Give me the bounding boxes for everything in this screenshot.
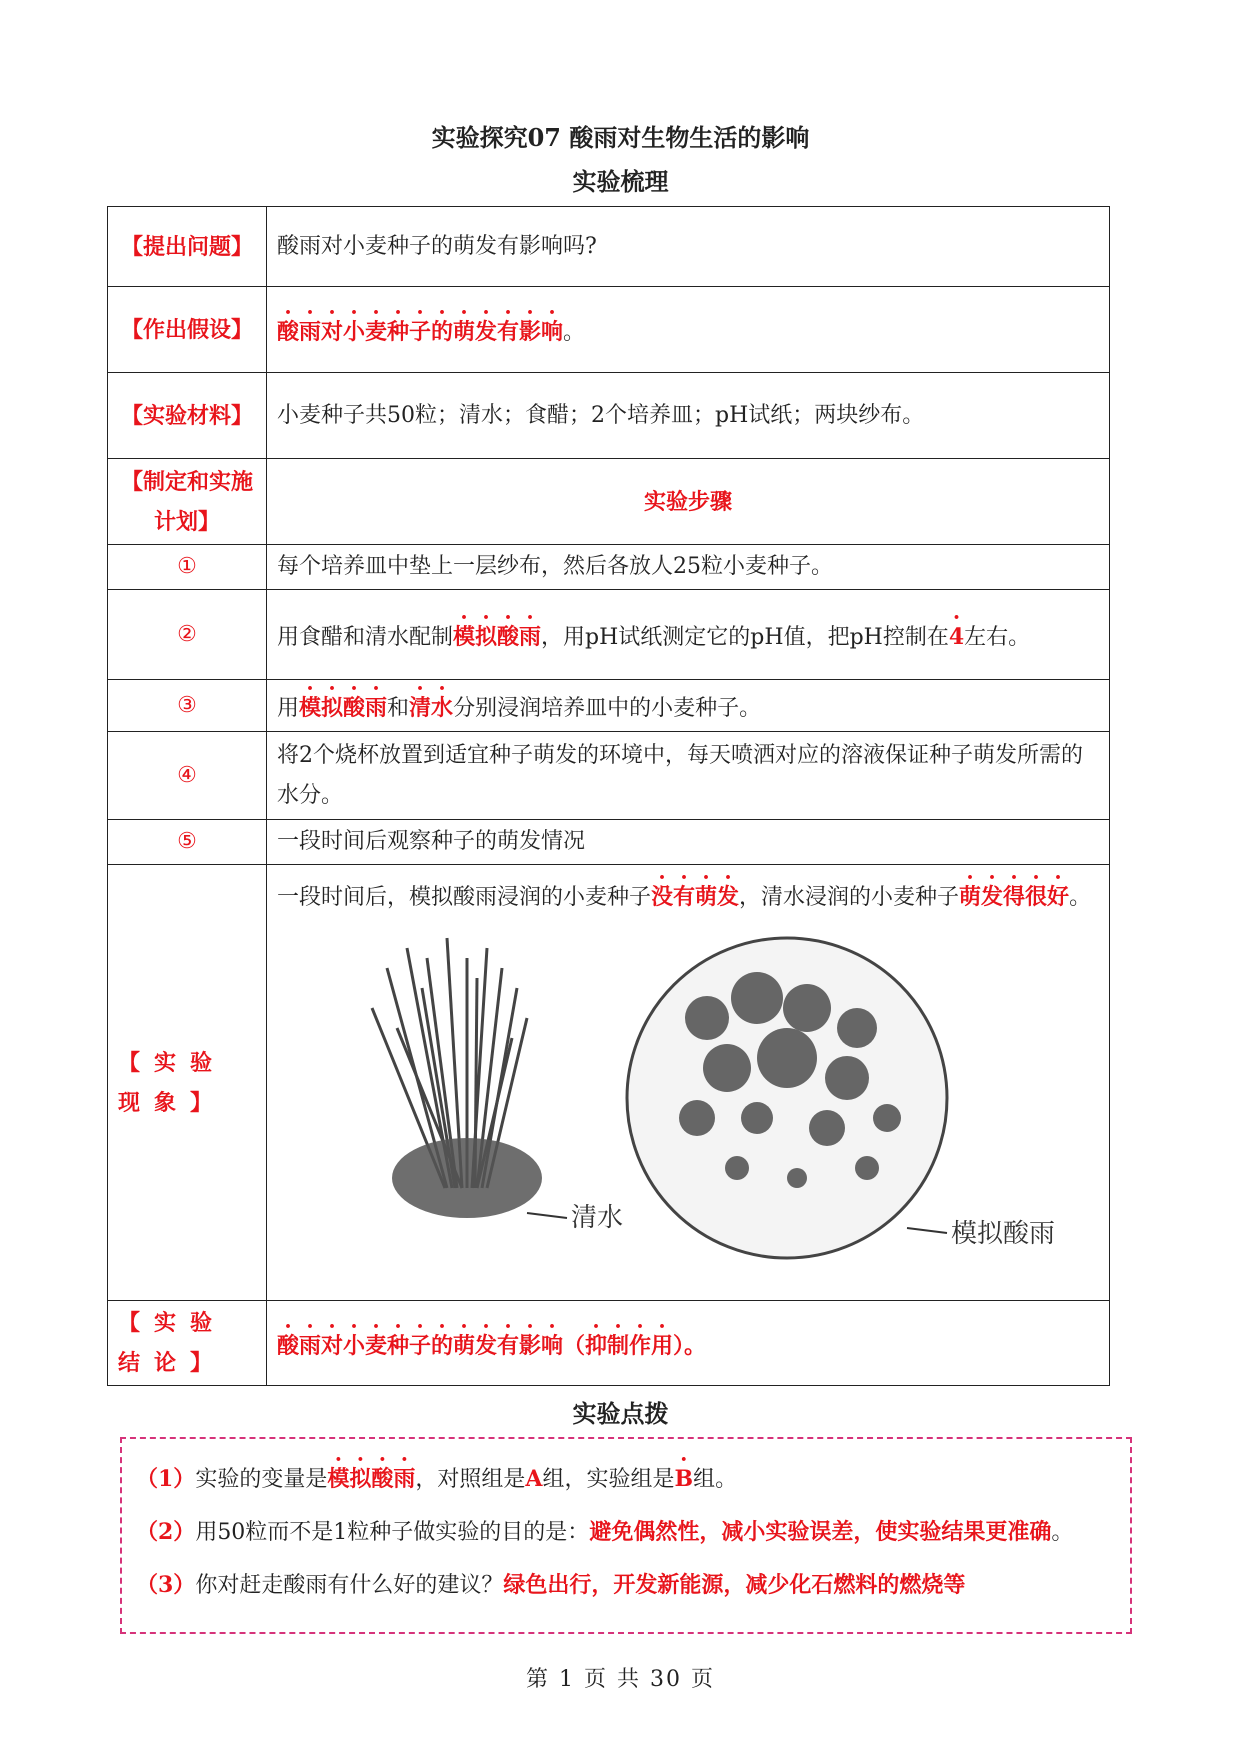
tip-3-a: 你对赶走酸雨有什么好的建议？ <box>195 1573 504 1598</box>
tip-2-a: 用50粒而不是1粒种子做实验的目的是： <box>195 1520 590 1545</box>
step-3-text <box>267 680 1110 732</box>
row-phenomenon <box>108 865 1110 1301</box>
step-4-num: ④ <box>108 732 267 820</box>
step-5-text: 一段时间后观察种子的萌发情况 <box>267 820 1110 865</box>
tip-2-num: （2） <box>136 1519 196 1545</box>
row-step-1 <box>108 545 1110 590</box>
label-question: 【提出问题】 <box>108 207 267 287</box>
tip-1-e: 组，实验组是 <box>542 1467 675 1492</box>
text-hypothesis <box>267 287 1110 373</box>
step-3-c: 和 <box>387 696 410 721</box>
phenomenon-d: 萌发得很好 <box>959 884 1070 910</box>
tip-2 <box>136 1509 1116 1556</box>
label-acid-rain: 模拟酸雨 <box>951 1219 1056 1249</box>
tip-1-g: 组。 <box>693 1467 738 1492</box>
section-title-summary: 实验梳理 <box>572 167 669 196</box>
tip-2-c: 。 <box>1051 1520 1074 1545</box>
hypothesis-end: 。 <box>563 320 586 345</box>
label-materials: 【实验材料】 <box>108 373 267 459</box>
text-conclusion <box>267 1301 1110 1386</box>
step-3-b: 模拟酸雨 <box>299 695 388 721</box>
label-conclusion: 【实验结论】 <box>108 1301 267 1386</box>
tip-1-f: B <box>674 1466 694 1492</box>
row-step-3 <box>108 680 1110 732</box>
row-step-4 <box>108 732 1110 820</box>
row-conclusion <box>108 1301 1110 1386</box>
step-3-num: ③ <box>108 680 267 732</box>
row-question <box>108 207 1110 287</box>
step-2-d: 4 <box>948 624 965 650</box>
row-plan <box>108 459 1110 545</box>
tips-box <box>120 1437 1132 1634</box>
sprout-roots <box>392 1138 542 1218</box>
germination-photo <box>327 928 1087 1268</box>
text-question: 酸雨对小麦种子的萌发有影响吗? <box>267 207 1110 287</box>
text-plan: 实验步骤 <box>267 459 1110 545</box>
row-hypothesis <box>108 287 1110 373</box>
tip-1-b: 模拟酸雨 <box>327 1466 416 1492</box>
step-2-a: 用食醋和清水配制 <box>277 625 454 650</box>
text-materials: 小麦种子共50粒；清水；食醋；2个培养皿；pH试纸；两块纱布。 <box>267 373 1110 459</box>
row-step-5 <box>108 820 1110 865</box>
step-1-num: ① <box>108 545 267 590</box>
tip-3-b: 绿色出行，开发新能源，减少化石燃料的燃烧等 <box>503 1572 966 1598</box>
step-2-c: ，用pH试纸测定它的pH值，把pH控制在 <box>541 625 949 650</box>
page-title: 实验探究07 酸雨对生物生活的影响 <box>431 123 810 152</box>
step-3-e: 分别浸润培养皿中的小麦种子。 <box>453 696 762 721</box>
tip-3-num: （3） <box>136 1572 196 1598</box>
tip-2-b: 避免偶然性，减小实验误差，使实验结果更准确 <box>589 1519 1052 1545</box>
tip-1-d: A <box>525 1466 543 1492</box>
section-title-tips: 实验点拨 <box>572 1399 669 1428</box>
tip-1-a: 实验的变量是 <box>195 1467 328 1492</box>
row-step-2 <box>108 590 1110 680</box>
phenomenon-b: 没有萌发 <box>651 884 740 910</box>
label-plan: 【制定和实施计划】 <box>108 459 267 545</box>
label-phenomenon: 【实验现象】 <box>108 865 267 1301</box>
phenomenon-e: 。 <box>1069 885 1092 910</box>
text-phenomenon <box>267 865 1110 1301</box>
page-footer: 第 1 页 共 30 页 <box>526 1667 715 1692</box>
phenomenon-sentence <box>277 871 1099 918</box>
step-4-text: 将2个烧杯放置到适宜种子萌发的环境中，每天喷洒对应的溶液保证种子萌发所需的水分。 <box>267 732 1110 820</box>
petri-dish <box>627 938 947 1258</box>
label-water: 清水 <box>571 1203 624 1233</box>
step-2-num: ② <box>108 590 267 680</box>
step-3-d: 清水 <box>409 695 454 721</box>
step-2-text <box>267 590 1110 680</box>
step-3-a: 用 <box>277 696 300 721</box>
step-5-num: ⑤ <box>108 820 267 865</box>
phenomenon-a: 一段时间后，模拟酸雨浸润的小麦种子 <box>277 885 652 910</box>
experiment-table <box>107 206 1110 1386</box>
step-2-e: 左右。 <box>964 625 1031 650</box>
hypothesis-emphasis: 酸雨对小麦种子的萌发有影响 <box>277 319 564 345</box>
tip-1 <box>136 1453 1116 1503</box>
step-2-b: 模拟酸雨 <box>453 624 542 650</box>
tip-1-c: ，对照组是 <box>415 1467 526 1492</box>
row-materials <box>108 373 1110 459</box>
label-hypothesis: 【作出假设】 <box>108 287 267 373</box>
conclusion-emphasis: 酸雨对小麦种子的萌发有影响（抑制作用）。 <box>277 1332 707 1359</box>
step-1-text: 每个培养皿中垫上一层纱布，然后各放人25粒小麦种子。 <box>267 545 1110 590</box>
tip-1-num: （1） <box>136 1466 196 1492</box>
tip-3 <box>136 1562 1116 1609</box>
phenomenon-c: ，清水浸润的小麦种子 <box>739 885 960 910</box>
